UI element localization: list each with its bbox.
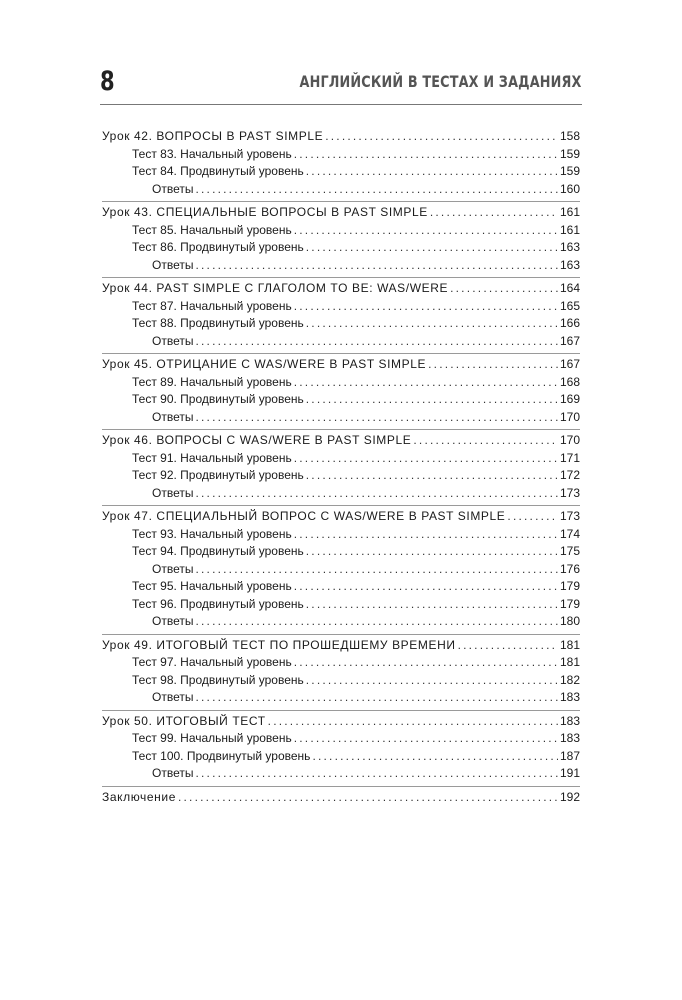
toc-answers-entry[interactable] — [102, 561, 580, 579]
toc-test-entry-page-number: 159 — [559, 164, 580, 178]
toc-test-entry[interactable] — [102, 526, 580, 544]
section-divider — [102, 353, 580, 354]
dot-leader — [195, 333, 558, 351]
toc-answers-entry-page-number: 170 — [559, 409, 580, 424]
toc-answers-entry-title: Ответы — [152, 561, 194, 576]
toc-lesson-entry[interactable] — [102, 637, 580, 655]
toc-test-entry-page-number: 183 — [559, 731, 580, 745]
toc-answers-entry-page-number: 163 — [559, 257, 580, 272]
toc-test-entry-page-number: 175 — [559, 544, 580, 558]
toc-test-entry-title: Тест 98. Продвинутый уровень — [132, 672, 304, 687]
toc-test-entry-title: Тест 84. Продвинутый уровень — [132, 164, 304, 178]
toc-lesson-entry-page-number: 161 — [559, 205, 580, 219]
dot-leader — [294, 578, 558, 596]
toc-lesson-entry-page-number: 181 — [559, 637, 580, 652]
toc-answers-entry-title: Ответы — [152, 257, 194, 272]
toc-test-entry-title: Тест 97. Начальный уровень — [132, 655, 292, 669]
dot-leader — [294, 298, 558, 316]
toc-lesson-entry[interactable] — [102, 128, 580, 146]
toc-test-entry-page-number: 161 — [559, 222, 580, 237]
toc-test-entry-title: Тест 95. Начальный уровень — [132, 579, 292, 593]
toc-test-entry-page-number: 169 — [559, 392, 580, 406]
section-divider — [102, 710, 580, 711]
toc-lesson-entry-title: Урок 47. СПЕЦИАЛЬНЫЙ ВОПРОС С WAS/WERE В PAST SIMPLE — [102, 509, 506, 523]
section-divider — [102, 201, 580, 202]
toc-test-entry-title: Тест 93. Начальный уровень — [132, 526, 292, 541]
toc-answers-entry[interactable] — [102, 485, 580, 503]
toc-test-entry-page-number: 172 — [559, 468, 580, 482]
toc-answers-entry-title: Ответы — [152, 181, 194, 196]
toc-test-entry-title: Тест 99. Начальный уровень — [132, 731, 292, 745]
toc-test-entry[interactable] — [102, 391, 580, 409]
toc-test-entry[interactable] — [102, 239, 580, 257]
section-divider — [102, 786, 580, 787]
dot-leader — [306, 315, 558, 333]
toc-test-entry-page-number: 181 — [559, 655, 580, 669]
toc-lesson-entry-title: Урок 43. СПЕЦИАЛЬНЫЕ ВОПРОСЫ В PAST SIMPLE — [102, 205, 428, 219]
toc-test-entry-page-number: 187 — [559, 748, 580, 763]
dot-leader — [507, 508, 558, 526]
toc-lesson-entry-title: Урок 50. ИТОГОВЫЙ ТЕСТ — [102, 713, 266, 728]
toc-test-entry-page-number: 174 — [559, 526, 580, 541]
toc-answers-entry[interactable] — [102, 613, 580, 631]
toc-answers-entry-page-number: 160 — [559, 181, 580, 196]
toc-test-entry-title: Тест 83. Начальный уровень — [132, 146, 292, 161]
dot-leader — [294, 526, 558, 544]
toc-test-entry[interactable] — [102, 315, 580, 333]
toc-answers-entry-page-number: 191 — [559, 766, 580, 780]
toc-lesson-entry-page-number: 173 — [559, 509, 580, 523]
dot-leader — [413, 432, 558, 450]
dot-leader — [195, 485, 558, 503]
toc-test-entry-page-number: 171 — [559, 450, 580, 465]
toc-test-entry-page-number: 179 — [559, 579, 580, 593]
toc-test-entry-page-number: 179 — [559, 596, 580, 611]
toc-test-entry-page-number: 165 — [559, 298, 580, 313]
dot-leader — [428, 356, 558, 374]
toc-answers-entry[interactable] — [102, 333, 580, 351]
dot-leader — [294, 374, 558, 392]
dot-leader — [195, 765, 558, 783]
toc-test-entry-page-number: 163 — [559, 240, 580, 254]
toc-test-entry-title: Тест 87. Начальный уровень — [132, 298, 292, 313]
toc-lesson-entry-title: Урок 46. ВОПРОСЫ С WAS/WERE В PAST SIMPLE — [102, 433, 412, 447]
dot-leader — [268, 713, 558, 731]
toc-test-entry-title: Тест 100. Продвинутый уровень — [132, 748, 311, 763]
toc-test-entry[interactable] — [102, 374, 580, 392]
toc-answers-entry-page-number: 180 — [559, 614, 580, 628]
toc-answers-entry-page-number: 176 — [559, 561, 580, 576]
section-divider — [102, 429, 580, 430]
dot-leader — [178, 789, 558, 807]
toc-lesson-entry[interactable] — [102, 432, 580, 450]
toc-conclusion-entry-page-number: 192 — [559, 789, 580, 804]
toc-answers-entry[interactable] — [102, 181, 580, 199]
toc-test-entry[interactable] — [102, 450, 580, 468]
toc-answers-entry[interactable] — [102, 765, 580, 783]
dot-leader — [294, 654, 558, 672]
toc-answers-entry-title: Ответы — [152, 409, 194, 424]
toc-conclusion-entry[interactable] — [102, 789, 580, 807]
dot-leader — [294, 222, 558, 240]
toc-test-entry-title: Тест 86. Продвинутый уровень — [132, 240, 304, 254]
toc-lesson-entry[interactable] — [102, 280, 580, 298]
section-divider — [102, 277, 580, 278]
toc-test-entry-page-number: 159 — [559, 146, 580, 161]
dot-leader — [294, 146, 558, 164]
toc-lesson-entry-page-number: 164 — [559, 281, 580, 295]
toc-test-entry[interactable] — [102, 748, 580, 766]
toc-answers-entry-page-number: 167 — [559, 333, 580, 348]
section-divider — [102, 634, 580, 635]
toc-lesson-entry-page-number: 170 — [559, 433, 580, 447]
dot-leader — [294, 730, 558, 748]
toc-lesson-entry-title: Урок 45. ОТРИЦАНИЕ С WAS/WERE В PAST SIMPLE — [102, 357, 427, 371]
toc-lesson-entry-page-number: 183 — [559, 713, 580, 728]
dot-leader — [195, 257, 558, 275]
toc-test-entry[interactable] — [102, 578, 580, 596]
toc-answers-entry[interactable] — [102, 689, 580, 707]
dot-leader — [195, 409, 558, 427]
dot-leader — [306, 543, 558, 561]
toc-test-entry-page-number: 166 — [559, 316, 580, 330]
toc-answers-entry[interactable] — [102, 409, 580, 427]
dot-leader — [312, 748, 558, 766]
toc-test-entry[interactable] — [102, 467, 580, 485]
dot-leader — [306, 391, 558, 409]
dot-leader — [306, 467, 558, 485]
toc-test-entry-page-number: 182 — [559, 672, 580, 687]
toc-answers-entry-title: Ответы — [152, 333, 194, 348]
toc-test-entry-title: Тест 88. Продвинутый уровень — [132, 316, 304, 330]
toc-lesson-entry-title: Урок 44. PAST SIMPLE С ГЛАГОЛОМ TO BE: WAS/WERE — [102, 281, 449, 295]
toc-lesson-entry-page-number: 158 — [559, 129, 580, 143]
dot-leader — [195, 181, 558, 199]
toc-lesson-entry-page-number: 167 — [559, 357, 580, 371]
toc-answers-entry-title: Ответы — [152, 690, 194, 704]
toc-answers-entry-title: Ответы — [152, 485, 194, 500]
toc-test-entry[interactable] — [102, 543, 580, 561]
toc-test-entry[interactable] — [102, 596, 580, 614]
running-head-title: АНГЛИЙСКИЙ В ТЕСТАХ И ЗАДАНИЯХ — [299, 72, 582, 91]
header-rule — [100, 104, 582, 105]
toc-test-entry-title: Тест 90. Продвинутый уровень — [132, 392, 304, 406]
section-divider — [102, 505, 580, 506]
dot-leader — [306, 596, 558, 614]
toc-answers-entry-page-number: 173 — [559, 485, 580, 500]
toc-lesson-entry[interactable] — [102, 508, 580, 526]
dot-leader — [306, 239, 558, 257]
dot-leader — [294, 450, 558, 468]
toc-test-entry-title: Тест 89. Начальный уровень — [132, 374, 292, 389]
dot-leader — [430, 204, 558, 222]
toc-lesson-entry[interactable] — [102, 204, 580, 222]
dot-leader — [306, 672, 558, 690]
toc-test-entry[interactable] — [102, 163, 580, 181]
toc-answers-entry-title: Ответы — [152, 614, 194, 628]
toc-lesson-entry-title: Урок 42. ВОПРОСЫ В PAST SIMPLE — [102, 129, 324, 143]
toc-test-entry[interactable] — [102, 146, 580, 164]
page-number: 8 — [100, 66, 115, 97]
toc-test-entry-title: Тест 91. Начальный уровень — [132, 450, 292, 465]
toc-test-entry-title: Тест 94. Продвинутый уровень — [132, 544, 304, 558]
dot-leader — [195, 613, 558, 631]
toc-test-entry[interactable] — [102, 298, 580, 316]
dot-leader — [458, 637, 558, 655]
table-of-contents — [102, 128, 580, 806]
toc-test-entry[interactable] — [102, 730, 580, 748]
toc-lesson-entry-title: Урок 49. ИТОГОВЫЙ ТЕСТ ПО ПРОШЕДШЕМУ ВРЕМЕНИ — [102, 637, 456, 652]
toc-test-entry[interactable] — [102, 654, 580, 672]
toc-lesson-entry[interactable] — [102, 356, 580, 374]
dot-leader — [306, 163, 558, 181]
toc-conclusion-entry-title: Заключение — [102, 789, 176, 804]
toc-test-entry-page-number: 168 — [559, 374, 580, 389]
toc-answers-entry-title: Ответы — [152, 766, 194, 780]
toc-answers-entry-page-number: 183 — [559, 690, 580, 704]
toc-answers-entry[interactable] — [102, 257, 580, 275]
dot-leader — [195, 689, 558, 707]
toc-test-entry[interactable] — [102, 672, 580, 690]
toc-test-entry-title: Тест 92. Продвинутый уровень — [132, 468, 304, 482]
toc-test-entry-title: Тест 96. Продвинутый уровень — [132, 596, 304, 611]
toc-lesson-entry[interactable] — [102, 713, 580, 731]
dot-leader — [195, 561, 558, 579]
dot-leader — [325, 128, 558, 146]
dot-leader — [450, 280, 558, 298]
toc-test-entry-title: Тест 85. Начальный уровень — [132, 222, 292, 237]
toc-test-entry[interactable] — [102, 222, 580, 240]
